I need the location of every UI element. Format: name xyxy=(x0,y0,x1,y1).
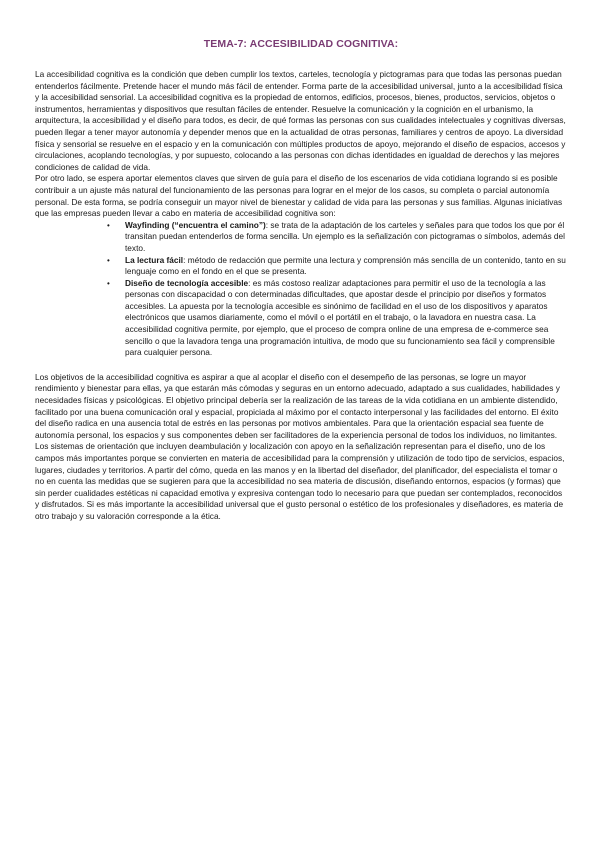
intro-paragraph: La accesibilidad cognitiva es la condición que deben cumplir los textos, carteles, tecnología y pictogramas para que todas las personas puedan entenderlos fácilmente. Pretende hacer el mundo más fácil de entender. Forma parte de la accesibilidad universal, junto a la accesibilidad física y la accesibilidad sensorial. La accesibilidad cognitiva es la propiedad de entornos, edificios, procesos, bienes, productos, servicios, objetos o instrumentos, herramientas y dispositivos que resultan fáciles de entender. Resuelve la comunicación y la cognición en el urbanismo, la arquitectura, la accesibilidad y el diseño para todos, es decir, de qué formas las personas con sus cualidades intelectuales y cognitivas diversas, pueden llegar a tener mayor autonomía y depender menos que en la actualidad de otras personas, familiares y centros de apoyo. La diversidad física y sensorial se resuelve en el espacio y en la comunicación con múltiples productos de apoyo, mejorando el diseño de espacios, accesos y circulaciones, acoplando tecnologías, y por supuesto, colocando a las personas con dichas identidades en igualdad de derechos y las mejores condiciones de calidad de vida. xyxy=(35,69,566,172)
second-paragraph: Por otro lado, se espera aportar elementos claves que sirven de guía para el diseño de los escenarios de vida cotidiana logrando si es posible contribuir a un ajuste más natural del funcionamiento de las personas para lograr en el mejor de los casos, su completa o parcial autonomía personal. De esta forma, se podría conseguir un mayor nivel de bienestar y calidad de vida para las personas y sus familias. Algunas iniciativas que las empresas pueden llevar a cabo en materia de accesibilidad cognitiva son: xyxy=(35,173,563,219)
document-page xyxy=(35,38,567,523)
bullet-icon: • xyxy=(107,220,110,230)
list-item-wayfinding xyxy=(107,219,567,255)
list-item-term: Wayfinding (“encuentra el camino”) xyxy=(125,219,266,230)
initiatives-list xyxy=(35,220,567,359)
list-item-text: : se trata de la adaptación de los carteles y señales para que todos los que por él transitan puedan entenderlos de forma sencilla. Un ejemplo es la señalización con pictogramas o símbolos, además del texto. xyxy=(125,219,565,253)
list-item-term: Diseño de tecnología accesible xyxy=(125,277,249,288)
third-paragraph: Los objetivos de la accesibilidad cognitiva es aspirar a que al acoplar el diseño con el desempeño de las personas, se logre un mayor rendimiento y bienestar para ellas, ya que estarán más cómodas y seguras en un entorno adecuado, adaptado a sus cualidades, habilidades y necesidades físicas y psicológicas. El objetivo principal debería ser la realización de las tareas de la vida cotidiana en un ambiente distendido, facilitado por una buena comunicación oral y espacial, propiciada al máximo por el contacto interpersonal y las facilidades del entorno. El éxito del diseño radica en una ausencia total de estrés en las personas por motivos ambientales. Para que la orientación espacial sea fuente de autonomía personal, los espacios y sus componentes deben ser facilitadores de la experiencia personal de todos los individuos, no limitantes. Los sistemas de orientación que incluyen deambulación y localización con apoyo en la señalización representan para el diseño, uno de los campos más importantes porque se convierten en materia de accesibilidad para la comprensión y utilización de todo tipo de servicios, espacios, lugares, ciudades y territorios. A partir del cómo, queda en las manos y en la libertad del diseñador, del planificador, del especialista el tomar o no en cuenta las medidas que se sugieren para que la accesibilidad no sea materia de discusión, diseñando entornos, espacios (y formas) que sin perder cualidades estéticas ni capacidad emotiva y expresiva contengan todo lo necesario para que puedan ser contemplados, reconocidos y disfrutados. Si es más importante la accesibilidad universal que el gusto personal o estético de los profesionales y diseñadores, es materia de otro trabajo y su valoración corresponde a la ética. xyxy=(35,371,565,521)
list-item-tecnologia-accesible xyxy=(107,277,567,359)
document-title: TEMA-7: ACCESIBILIDAD COGNITIVA: xyxy=(203,38,399,50)
list-item-lectura-facil xyxy=(107,254,567,278)
bullet-icon: • xyxy=(107,255,110,265)
list-item-text: : método de redacción que permite una lectura y comprensión más sencilla de un contenido, tanto en su lenguaje como en el fondo en el que se presenta. xyxy=(125,254,566,277)
list-item-text: : es más costoso realizar adaptaciones para permitir el uso de la tecnología a las personas con discapacidad o con determinadas dificultades, que apostar desde el principio por diseños y formatos accesibles. La apuesta por la tecnología accesible es sinónimo de facilidad en el uso de los dispositivos y aparatos electrónicos que usamos diariamente, como el móvil o el portátil en el trabajo, o la lavadora en nuestra casa. La accesibilidad cognitiva permite, por ejemplo, que el proceso de compra online de una empresa de e-commerce sea sencillo o que la lavadora tenga una programación intuitiva, de modo que su funcionamiento sea fácil y comprensible para cualquier persona. xyxy=(125,277,555,358)
paragraph-spacer xyxy=(35,359,567,372)
list-item-term: La lectura fácil xyxy=(125,254,184,265)
bullet-icon: • xyxy=(107,278,110,288)
